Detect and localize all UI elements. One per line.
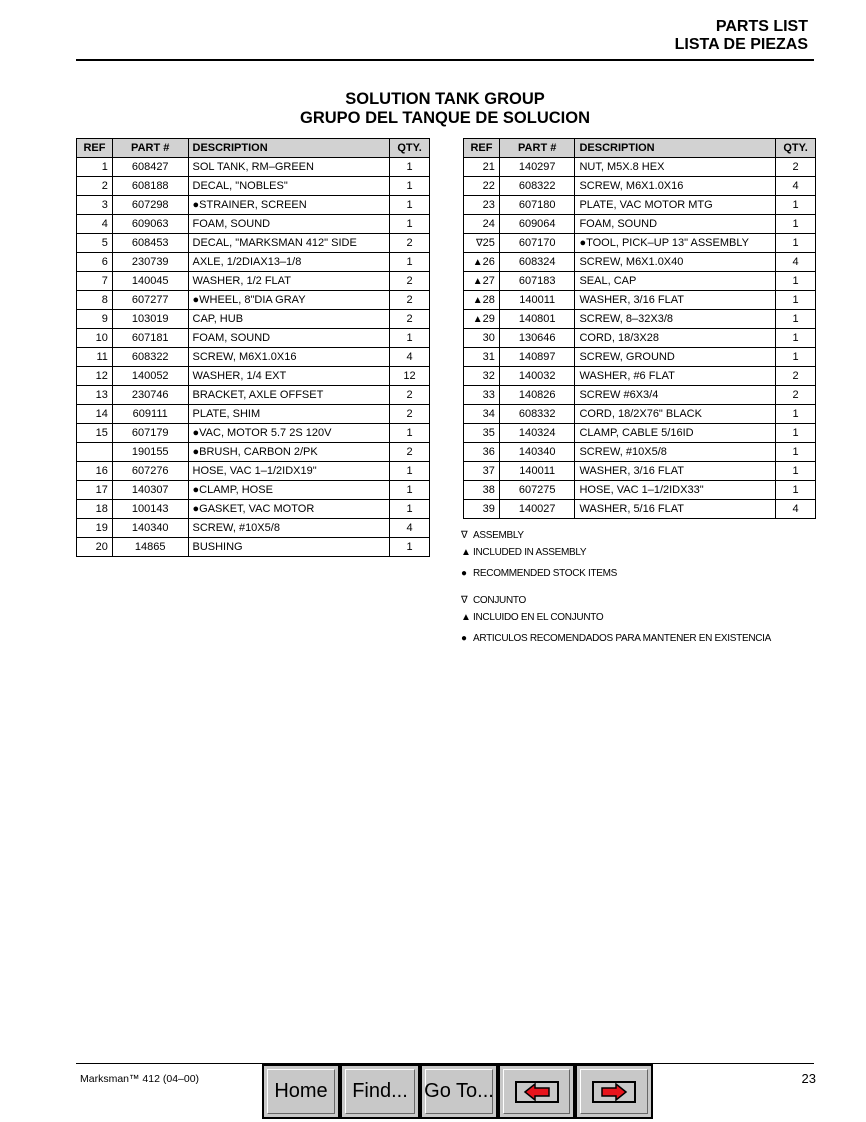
ref-marker-icon: ∇ (475, 238, 483, 249)
cell-qty: 1 (390, 500, 430, 519)
cell-ref: 4 (77, 215, 113, 234)
table-row (77, 291, 430, 310)
ref-number: 38 (482, 484, 495, 496)
ref-number: 32 (482, 370, 495, 382)
table-row (464, 462, 816, 481)
ref-marker-icon: ▲ (472, 257, 483, 268)
cell-qty: 4 (776, 177, 816, 196)
table-row (464, 443, 816, 462)
cell-part: 607298 (112, 196, 188, 215)
cell-part: 608332 (499, 405, 575, 424)
cell-description: WASHER, 3/16 FLAT (575, 291, 776, 310)
cell-part: 140011 (499, 462, 575, 481)
cell-qty: 1 (390, 481, 430, 500)
cell-qty: 2 (390, 310, 430, 329)
cell-qty: 1 (776, 462, 816, 481)
cell-part: 607183 (499, 272, 575, 291)
cell-qty: 4 (776, 500, 816, 519)
cell-description: NUT, M5X.8 HEX (575, 158, 776, 177)
table-row (464, 253, 816, 272)
cell-part: 140897 (499, 348, 575, 367)
cell-qty: 1 (390, 253, 430, 272)
header-title-en: PARTS LIST (715, 18, 808, 35)
cell-ref (464, 348, 500, 367)
cell-qty: 1 (390, 462, 430, 481)
cell-description: FOAM, SOUND (188, 329, 390, 348)
cell-ref (464, 367, 500, 386)
find-button-label: Find... (352, 1080, 408, 1102)
cell-qty: 2 (390, 272, 430, 291)
cell-ref: 13 (77, 386, 113, 405)
table-row (77, 481, 430, 500)
cell-ref: 6 (77, 253, 113, 272)
cell-qty: 1 (776, 329, 816, 348)
table-row (464, 500, 816, 519)
goto-button-label: Go To... (424, 1080, 494, 1102)
cell-part: 140045 (112, 272, 188, 291)
cell-description: ●GASKET, VAC MOTOR (188, 500, 390, 519)
table-row (464, 367, 816, 386)
cell-description: ●VAC, MOTOR 5.7 2S 120V (188, 424, 390, 443)
cell-description: WASHER, #6 FLAT (575, 367, 776, 386)
ref-number: 28 (482, 294, 495, 306)
col-qty: QTY. (390, 139, 430, 158)
ref-number: 34 (482, 408, 495, 420)
cell-part: 609111 (112, 405, 188, 424)
home-button[interactable] (262, 1063, 340, 1119)
included-symbol-icon: ▲ (461, 547, 471, 558)
table-row (464, 177, 816, 196)
cell-qty: 2 (390, 234, 430, 253)
ref-number: 22 (482, 180, 495, 192)
cell-ref: 12 (77, 367, 113, 386)
page-number: 23 (801, 1071, 816, 1086)
cell-part: 140307 (112, 481, 188, 500)
cell-description: WASHER, 1/4 EXT (188, 367, 390, 386)
cell-qty: 1 (390, 177, 430, 196)
table-row (77, 538, 430, 557)
find-button[interactable] (340, 1063, 420, 1119)
table-row (464, 158, 816, 177)
cell-part: 607276 (112, 462, 188, 481)
cell-part: 608322 (499, 177, 575, 196)
cell-qty: 1 (390, 424, 430, 443)
ref-number: 24 (482, 218, 495, 230)
cell-qty: 1 (390, 196, 430, 215)
cell-ref: 16 (77, 462, 113, 481)
ref-number: 29 (482, 313, 495, 325)
cell-qty: 2 (776, 158, 816, 177)
cell-description: CORD, 18/3X28 (575, 329, 776, 348)
legend-spanish (461, 595, 771, 644)
parts-table-left (76, 138, 430, 557)
cell-qty: 1 (776, 234, 816, 253)
cell-ref (464, 234, 500, 253)
table-header-row (77, 139, 430, 158)
home-button-label: Home (274, 1080, 328, 1102)
cell-ref: 17 (77, 481, 113, 500)
col-description: DESCRIPTION (575, 139, 776, 158)
cell-part: 609064 (499, 215, 575, 234)
cell-qty: 2 (390, 443, 430, 462)
col-ref: REF (464, 139, 500, 158)
legend-english (461, 530, 617, 579)
cell-description: HOSE, VAC 1–1/2IDX19" (188, 462, 390, 481)
cell-part: 608324 (499, 253, 575, 272)
cell-ref (464, 424, 500, 443)
table-row (77, 272, 430, 291)
cell-qty: 1 (776, 215, 816, 234)
cell-description: ●TOOL, PICK–UP 13" ASSEMBLY (575, 234, 776, 253)
cell-ref (464, 177, 500, 196)
table-row (77, 348, 430, 367)
cell-ref: 2 (77, 177, 113, 196)
table-row (77, 386, 430, 405)
cell-qty: 1 (776, 348, 816, 367)
section-title (76, 90, 814, 128)
ref-number: 26 (482, 256, 495, 268)
cell-part: 140340 (499, 443, 575, 462)
cell-part: 607179 (112, 424, 188, 443)
table-row (77, 253, 430, 272)
cell-part: 608322 (112, 348, 188, 367)
bullet-icon: ● (461, 568, 467, 579)
cell-qty: 1 (776, 272, 816, 291)
cell-part: 190155 (112, 443, 188, 462)
ref-number: 35 (482, 427, 495, 439)
cell-qty: 2 (776, 367, 816, 386)
table-row (77, 367, 430, 386)
cell-part: 608427 (112, 158, 188, 177)
ref-number: 23 (482, 199, 495, 211)
cell-part: 130646 (499, 329, 575, 348)
cell-qty: 1 (776, 443, 816, 462)
cell-qty: 12 (390, 367, 430, 386)
cell-description: FOAM, SOUND (575, 215, 776, 234)
cell-qty: 4 (776, 253, 816, 272)
ref-number: 25 (482, 237, 495, 249)
ref-marker-icon: ▲ (472, 314, 483, 325)
footer-model: Marksman™ 412 (04–00) (80, 1073, 200, 1085)
parts-table-right (463, 138, 816, 519)
cell-qty: 1 (776, 405, 816, 424)
cell-qty: 1 (776, 481, 816, 500)
previous-page-button[interactable] (498, 1063, 575, 1119)
included-symbol-icon: ▲ (461, 612, 471, 623)
cell-description: SCREW, M6X1.0X16 (188, 348, 390, 367)
cell-description: DECAL, "MARKSMAN 412" SIDE (188, 234, 390, 253)
table-row (77, 329, 430, 348)
cell-description: BUSHING (188, 538, 390, 557)
cell-description: SCREW, #10X5/8 (188, 519, 390, 538)
cell-part: 607180 (499, 196, 575, 215)
table-row (464, 215, 816, 234)
table-row (77, 215, 430, 234)
ref-number: 30 (482, 332, 495, 344)
col-description: DESCRIPTION (188, 139, 390, 158)
cell-description: ●CLAMP, HOSE (188, 481, 390, 500)
cell-qty: 2 (390, 386, 430, 405)
cell-ref (464, 310, 500, 329)
cell-ref (464, 405, 500, 424)
cell-description: WASHER, 3/16 FLAT (575, 462, 776, 481)
table-row (464, 348, 816, 367)
table-row (464, 481, 816, 500)
cell-description: SCREW, #10X5/8 (575, 443, 776, 462)
cell-ref: 11 (77, 348, 113, 367)
cell-ref: 8 (77, 291, 113, 310)
cell-qty: 2 (390, 291, 430, 310)
cell-part: 103019 (112, 310, 188, 329)
cell-part: 607170 (499, 234, 575, 253)
cell-qty: 4 (390, 348, 430, 367)
legend-item: ▲ INCLUIDO EN EL CONJUNTO (461, 612, 604, 623)
legend-item: ∇ ASSEMBLY (461, 530, 524, 541)
table-row (464, 234, 816, 253)
col-part: PART # (112, 139, 188, 158)
cell-part: 230739 (112, 253, 188, 272)
cell-description: ●STRAINER, SCREEN (188, 196, 390, 215)
cell-qty: 1 (390, 158, 430, 177)
cell-part: 140032 (499, 367, 575, 386)
cell-ref (464, 481, 500, 500)
left-arrow-icon (523, 1083, 551, 1101)
cell-description: SCREW, GROUND (575, 348, 776, 367)
table-header-row (464, 139, 816, 158)
cell-ref (464, 462, 500, 481)
table-row (464, 272, 816, 291)
table-row (77, 443, 430, 462)
table-row (77, 310, 430, 329)
cell-description: SCREW, 8–32X3/8 (575, 310, 776, 329)
cell-ref: 19 (77, 519, 113, 538)
table-row (77, 519, 430, 538)
cell-description: CLAMP, CABLE 5/16ID (575, 424, 776, 443)
cell-part: 140027 (499, 500, 575, 519)
ref-marker-icon: ▲ (472, 295, 483, 306)
cell-ref (464, 329, 500, 348)
next-page-button[interactable] (575, 1063, 653, 1119)
cell-description: AXLE, 1/2DIAX13–1/8 (188, 253, 390, 272)
cell-part: 140340 (112, 519, 188, 538)
ref-number: 21 (482, 161, 495, 173)
cell-ref (464, 500, 500, 519)
cell-description: PLATE, SHIM (188, 405, 390, 424)
cell-part: 608453 (112, 234, 188, 253)
cell-qty: 1 (390, 329, 430, 348)
cell-qty: 1 (390, 215, 430, 234)
cell-part: 140052 (112, 367, 188, 386)
cell-ref: 5 (77, 234, 113, 253)
cell-ref (464, 158, 500, 177)
cell-qty: 1 (776, 196, 816, 215)
cell-description: WASHER, 5/16 FLAT (575, 500, 776, 519)
legend-item: ∇ CONJUNTO (461, 595, 526, 606)
page-header (675, 18, 808, 54)
table-row (77, 158, 430, 177)
cell-ref (464, 253, 500, 272)
assembly-symbol-icon: ∇ (461, 595, 468, 606)
cell-description: SOL TANK, RM–GREEN (188, 158, 390, 177)
cell-qty: 1 (776, 291, 816, 310)
cell-ref (464, 443, 500, 462)
cell-ref (464, 196, 500, 215)
col-part: PART # (499, 139, 575, 158)
table-row (464, 291, 816, 310)
cell-description: FOAM, SOUND (188, 215, 390, 234)
cell-part: 140801 (499, 310, 575, 329)
cell-description: CORD, 18/2X76" BLACK (575, 405, 776, 424)
cell-ref: 9 (77, 310, 113, 329)
table-row (464, 424, 816, 443)
cell-description: SEAL, CAP (575, 272, 776, 291)
cell-part: 607277 (112, 291, 188, 310)
cell-ref: 10 (77, 329, 113, 348)
header-title-es: LISTA DE PIEZAS (674, 36, 808, 53)
cell-part: 140011 (499, 291, 575, 310)
cell-description: DECAL, "NOBLES" (188, 177, 390, 196)
cell-part: 609063 (112, 215, 188, 234)
table-row (77, 177, 430, 196)
cell-part: 100143 (112, 500, 188, 519)
col-ref: REF (77, 139, 113, 158)
cell-ref (464, 291, 500, 310)
cell-part: 140826 (499, 386, 575, 405)
table-row (77, 462, 430, 481)
table-row (464, 386, 816, 405)
goto-button[interactable] (420, 1063, 498, 1119)
cell-ref: 1 (77, 158, 113, 177)
cell-description: CAP, HUB (188, 310, 390, 329)
ref-number: 39 (482, 503, 495, 515)
cell-ref: 14 (77, 405, 113, 424)
cell-ref (464, 272, 500, 291)
table-row (77, 196, 430, 215)
cell-part: 140324 (499, 424, 575, 443)
cell-description: BRACKET, AXLE OFFSET (188, 386, 390, 405)
cell-qty: 1 (390, 538, 430, 557)
table-row (464, 405, 816, 424)
table-row (464, 196, 816, 215)
ref-number: 33 (482, 389, 495, 401)
cell-ref: 3 (77, 196, 113, 215)
cell-description: HOSE, VAC 1–1/2IDX33" (575, 481, 776, 500)
cell-qty: 2 (776, 386, 816, 405)
col-qty: QTY. (776, 139, 816, 158)
legend-item: ● RECOMMENDED STOCK ITEMS (461, 568, 618, 579)
table-row (77, 424, 430, 443)
cell-part: 14865 (112, 538, 188, 557)
cell-description: ●BRUSH, CARBON 2/PK (188, 443, 390, 462)
table-row (464, 329, 816, 348)
cell-part: 140297 (499, 158, 575, 177)
cell-qty: 2 (390, 405, 430, 424)
cell-description: SCREW, M6X1.0X40 (575, 253, 776, 272)
cell-ref: 15 (77, 424, 113, 443)
header-divider (76, 59, 814, 61)
assembly-symbol-icon: ∇ (461, 530, 468, 541)
right-arrow-icon (600, 1083, 628, 1101)
cell-ref: 18 (77, 500, 113, 519)
ref-marker-icon: ▲ (472, 276, 483, 287)
cell-part: 230746 (112, 386, 188, 405)
table-row (77, 405, 430, 424)
cell-part: 608188 (112, 177, 188, 196)
legend-item: ● ARTICULOS RECOMENDADOS PARA MANTENER EN EXISTENCIA (461, 633, 772, 644)
cell-ref (77, 443, 113, 462)
cell-description: SCREW, M6X1.0X16 (575, 177, 776, 196)
ref-number: 36 (482, 446, 495, 458)
table-row (77, 500, 430, 519)
ref-number: 27 (482, 275, 495, 287)
cell-qty: 4 (390, 519, 430, 538)
table-row (464, 310, 816, 329)
cell-qty: 1 (776, 424, 816, 443)
cell-ref (464, 386, 500, 405)
cell-part: 607181 (112, 329, 188, 348)
cell-ref: 20 (77, 538, 113, 557)
cell-description: WASHER, 1/2 FLAT (188, 272, 390, 291)
cell-part: 607275 (499, 481, 575, 500)
section-title-en: SOLUTION TANK GROUP (345, 90, 545, 108)
cell-description: PLATE, VAC MOTOR MTG (575, 196, 776, 215)
ref-number: 31 (482, 351, 495, 363)
section-title-es: GRUPO DEL TANQUE DE SOLUCION (300, 109, 590, 127)
cell-ref: 7 (77, 272, 113, 291)
legend-item: ▲ INCLUDED IN ASSEMBLY (461, 547, 587, 558)
cell-qty: 1 (776, 310, 816, 329)
table-row (77, 234, 430, 253)
bullet-icon: ● (461, 633, 467, 644)
ref-number: 37 (482, 465, 495, 477)
cell-description: SCREW #6X3/4 (575, 386, 776, 405)
cell-ref (464, 215, 500, 234)
cell-description: ●WHEEL, 8"DIA GRAY (188, 291, 390, 310)
